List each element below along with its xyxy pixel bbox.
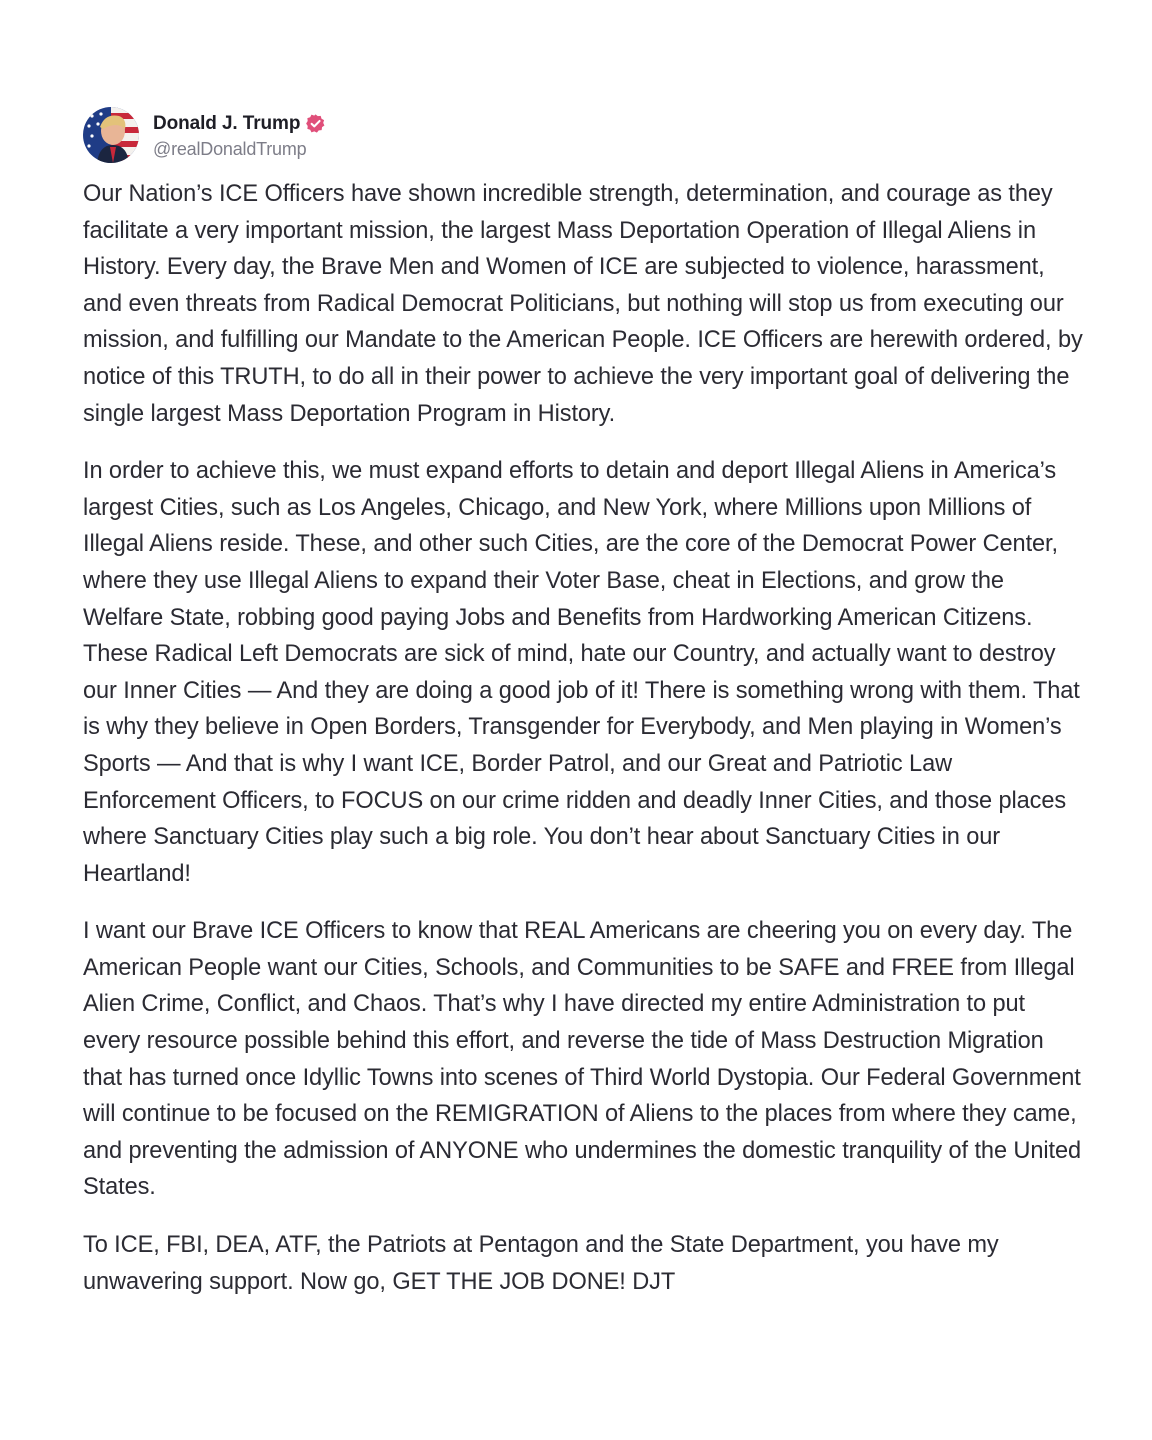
post-body xyxy=(83,176,1083,1300)
post-header xyxy=(83,104,1083,166)
post-paragraph-2: In order to achieve this, we must expand efforts to detain and deport Illegal Aliens in America’s largest Cities, such as Los Angeles, Chicago, and New York, where Millions upon Millions of Illegal Aliens reside. These, and other such Cities, are the core of the Democrat Power Center, where they use Illegal Aliens to expand their Voter Base, cheat in Elections, and grow the Welfare State, robbing good paying Jobs and Benefits from Hardworking American Citizens. These Radical Left Democrats are sick of mind, hate our Country, and actually want to destroy our Inner Cities — And they are doing a good job of it! There is something wrong with them. That is why they believe in Open Borders, Transgender for Everybody, and Men playing in Women’s Sports — And that is why I want ICE, Border Patrol, and our Great and Patriotic Law Enforcement Officers, to FOCUS on our crime ridden and deadly Inner Cities, and those places where Sanctuary Cities play such a big role. You don’t hear about Sanctuary Cities in our Heartland! xyxy=(83,458,1080,887)
name-row xyxy=(153,111,326,137)
post-paragraph-4: To ICE, FBI, DEA, ATF, the Patriots at Pentagon and the State Department, you have my unwavering support. Now go, GET THE JOB DONE! DJT xyxy=(83,1232,999,1295)
avatar-image xyxy=(83,107,139,163)
author-handle[interactable]: @realDonaldTrump xyxy=(153,138,307,159)
author-display-name[interactable]: Donald J. Trump xyxy=(153,112,301,134)
post-paragraph-3: I want our Brave ICE Officers to know that REAL Americans are cheering you on every day. The American People want our Cities, Schools, and Communities to be SAFE and FREE from Illegal Alien Crime, Conflict, and Chaos. That’s why I have directed my entire Administration to put every resource possible behind this effort, and reverse the tide of Mass Destruction Migration that has turned once Idyllic Towns into scenes of Third World Dystopia. Our Federal Government will continue to be focused on the REMIGRATION of Aliens to the places from where they came, and preventing the admission of ANYONE who undermines the domestic tranquility of the United States. xyxy=(83,918,1082,1201)
post-paragraph-1: Our Nation’s ICE Officers have shown incredible strength, determination, and courage as they facilitate a very important mission, the largest Mass Deportation Operation of Illegal Aliens in History. Every day, the Brave Men and Women of ICE are subjected to violence, harassment, and even threats from Radical Democrat Politicians, but nothing will stop us from executing our mission, and fulfilling our Mandate to the American People. ICE Officers are herewith ordered, by notice of this TRUTH, to do all in their power to achieve the very important goal of delivering the single largest Mass Deportation Program in History. xyxy=(83,181,1083,427)
author-info xyxy=(153,111,326,160)
verified-badge-icon xyxy=(305,113,326,134)
avatar[interactable] xyxy=(83,107,139,163)
post-card xyxy=(83,104,1083,1321)
